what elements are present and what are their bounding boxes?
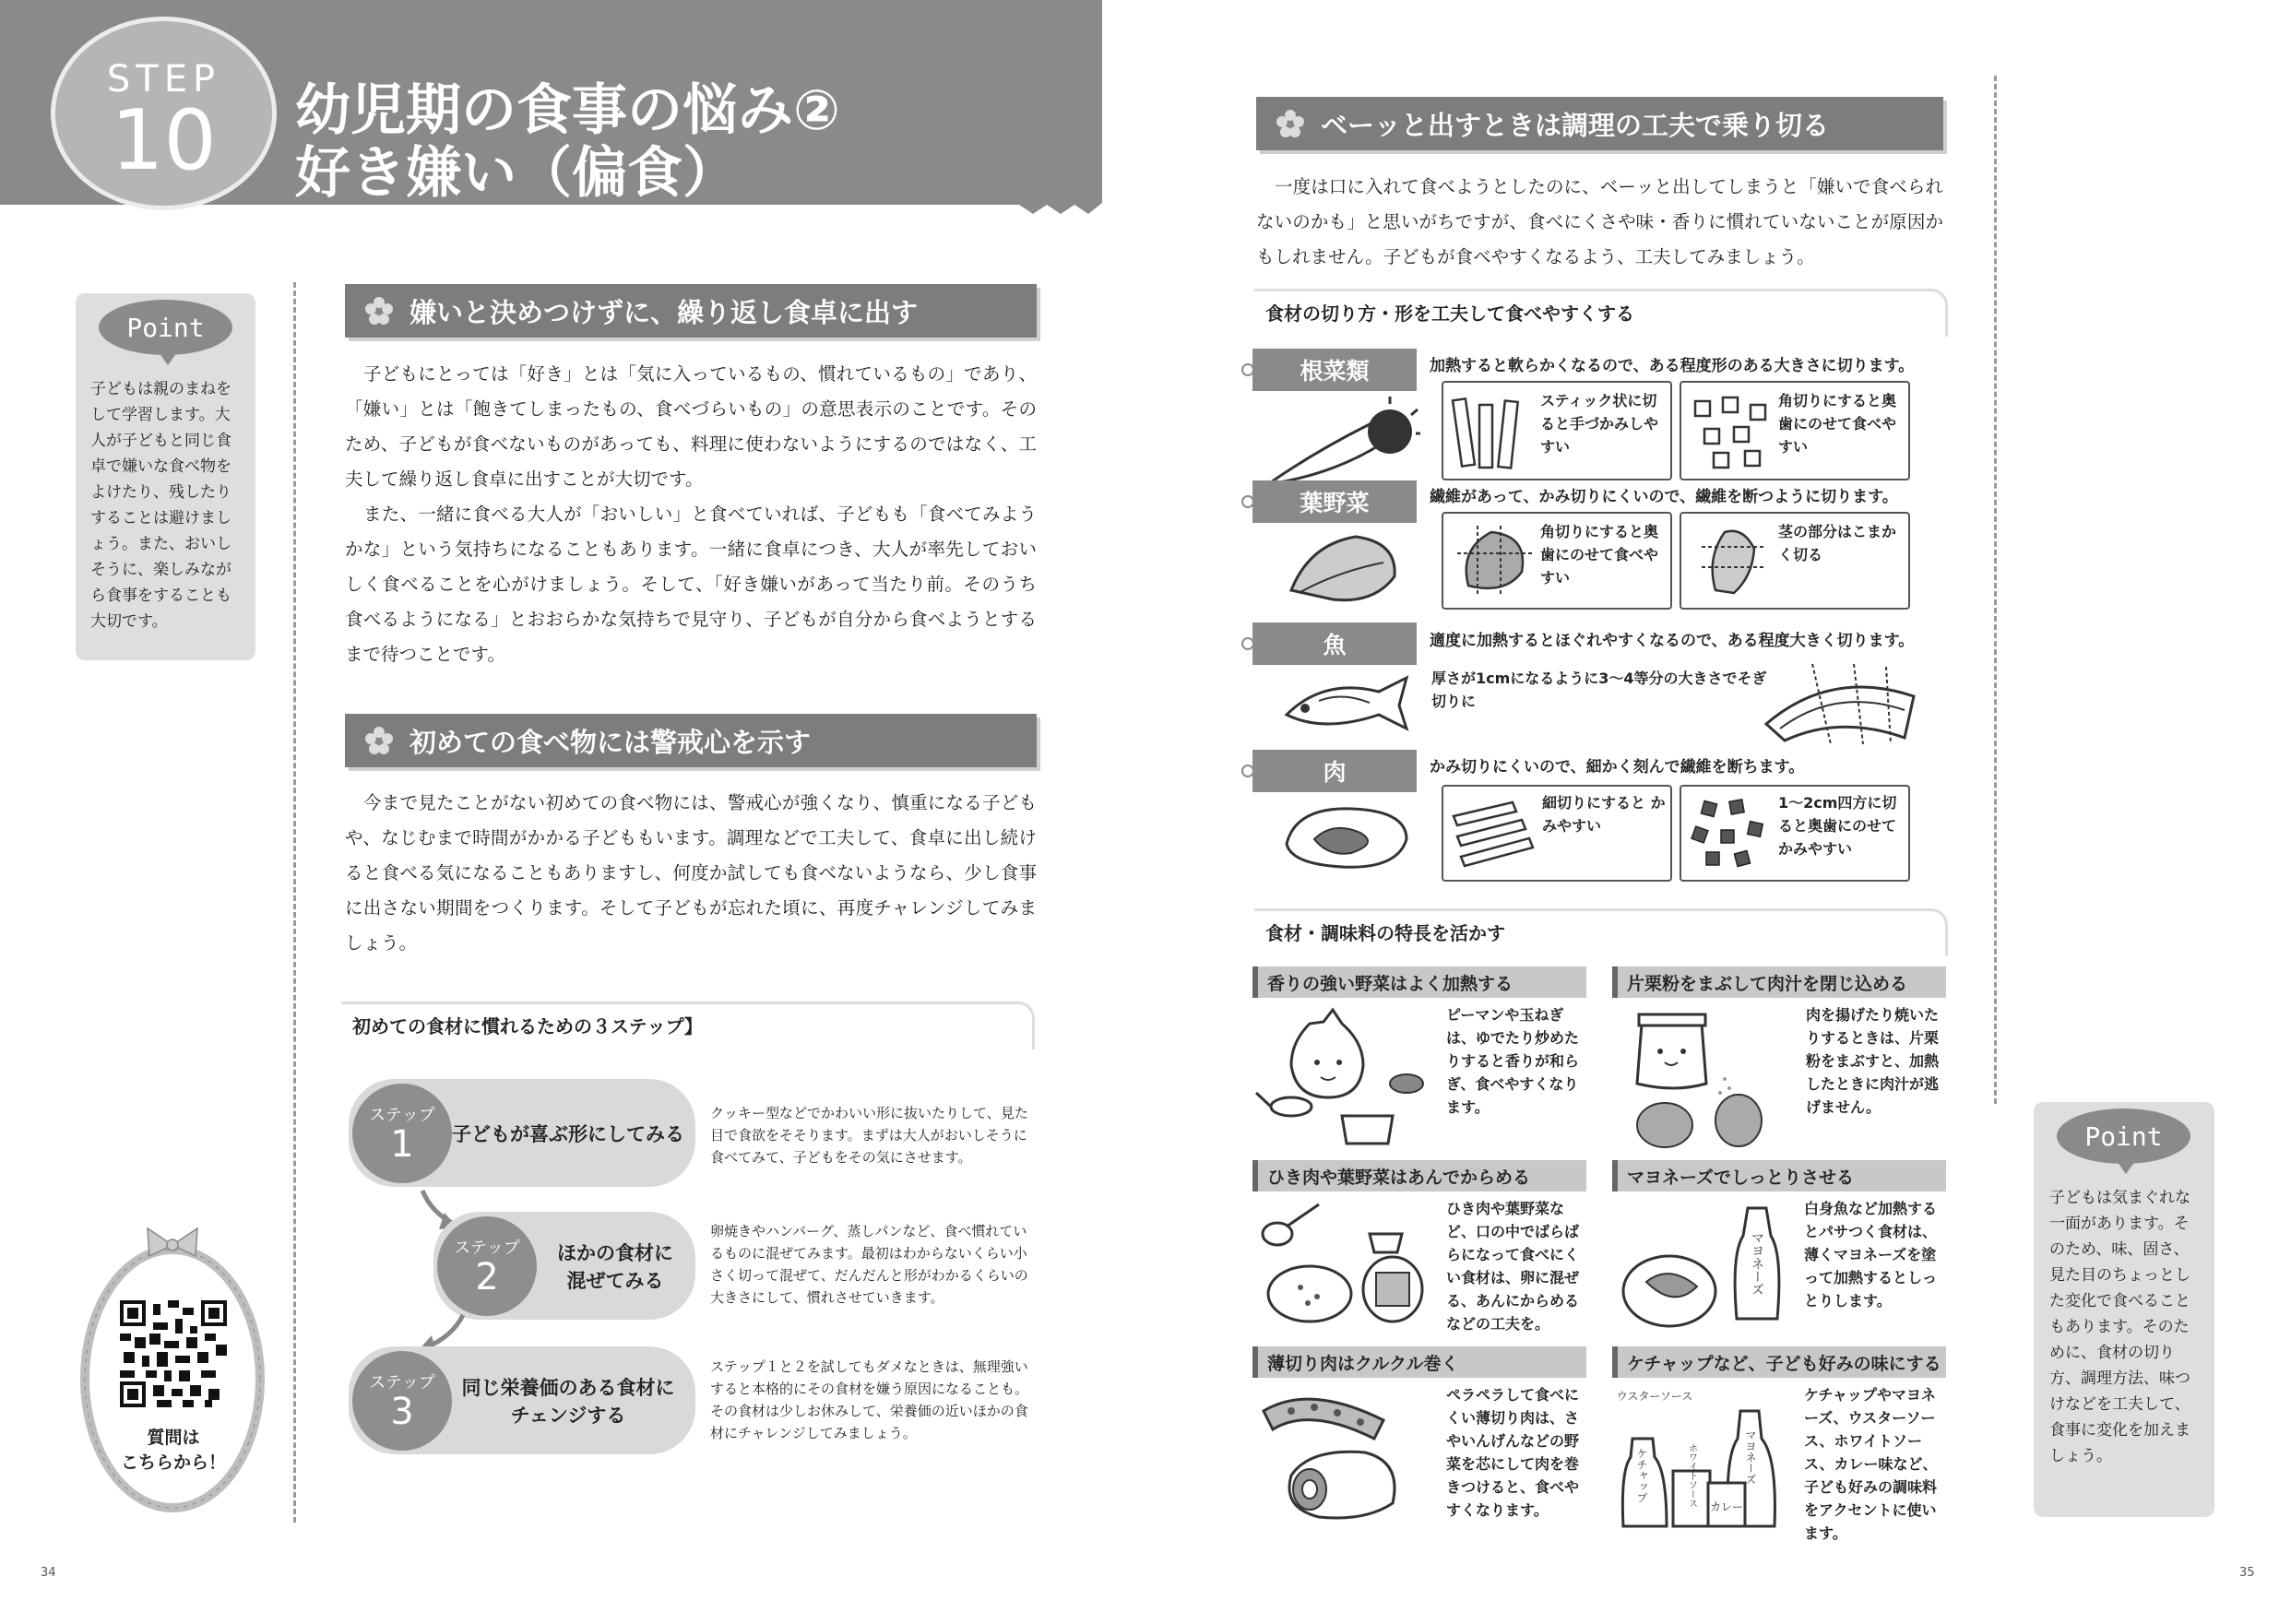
page-number-right: 35: [2239, 1566, 2255, 1580]
point-label-left: Point: [99, 300, 232, 355]
fish-fillet-icon: [1757, 659, 1923, 747]
point-bubble-tail: [2117, 1161, 2135, 1174]
meat-icon: [1277, 798, 1416, 871]
steps-card-title: 初めての食材に慣れるための３ステップ】: [341, 1002, 1035, 1049]
point-text-right: 子どもは気まぐれな一面があります。そのため、味、固さ、見た目のちょっとした変化で食べることもあります。そのために、食材の切り方、調理方法、味つけなどを工夫して、食事に変化を加えましょう。: [2049, 1189, 2190, 1465]
step1-number: 1: [390, 1123, 414, 1166]
section1-para2: また、一緒に食べる大人が「おいしい」と食べていれば、子どもも「食べてみようかな」という気持ちになることもあります。一緒に食卓につき、大人が率先しておいしく食べることを心がけましょう。そして、「好き嫌いがあって当たり前。そのうち食べるようになる」とおおらかな気持ちで見守り、子どもが自分から食べようとするまで待つことです。: [345, 504, 1037, 665]
tag-fish: 魚: [1252, 622, 1417, 665]
qr-code[interactable]: [120, 1300, 227, 1407]
flower-icon: [363, 295, 395, 326]
row1-desc: 加熱すると軟らかくなるので、ある程度形のある大きさに切ります。: [1430, 357, 1915, 375]
tip3-text: ひき肉や葉野菜など、口の中でばらばらになって食べにくい食材は、卵に混ぜる、あんにからめるなどの工夫を。: [1446, 1200, 1580, 1333]
flower-icon: [363, 725, 395, 756]
step1-title: 子どもが喜ぶ形にしてみる: [452, 1122, 684, 1145]
tip3-title: [1252, 1160, 1586, 1191]
section-title-1: 嫌いと決めつけずに、繰り返し食卓に出す: [410, 296, 919, 328]
box-stick-cut-text: スティック状に切ると手づかみしやすい: [1540, 392, 1659, 456]
section-header-3: [1256, 97, 1943, 150]
qr-label: 質問は こちらから！: [120, 1428, 226, 1473]
step2-label: ステップ: [454, 1239, 520, 1258]
step1-label: ステップ: [369, 1106, 435, 1125]
tip1-text: ピーマンや玉ねぎは、ゆでたり炒めたりすると香りが和らぎ、食べやすくなります。: [1446, 1006, 1580, 1116]
section-header-1: [345, 284, 1037, 338]
step2-title: ほかの食材に 混ぜてみる: [557, 1241, 673, 1292]
step2-number: 2: [475, 1256, 499, 1298]
tip2-text: 肉を揚げたり焼いたりするときは、片栗粉をまぶすと、加熱したときに肉汁が逃げません。: [1806, 1006, 1940, 1116]
cube-cut-icon: [1686, 392, 1778, 475]
tag-root-veg: 根菜類: [1252, 349, 1417, 391]
point-bubble-tail: [159, 352, 177, 365]
section-header-2: [345, 714, 1037, 767]
step2-circle: [437, 1216, 537, 1316]
sauce-bottles-icon: [1616, 1383, 1791, 1535]
section2-para: 今まで見たことがない初めての食べ物には、警戒心が強くなり、慎重になる子どもや、なじむまで時間がかかる子どももいます。調理などで工夫して、食卓に出し続けると食べる気になることもありますし、何度か試しても食べないようなら、少し食事に出さない期間をつくります。そして子どもが忘れた頃に、再度チャレンジしてみましょう。: [345, 792, 1037, 954]
section-title-2: 初めての食べ物には警戒心を示す: [410, 726, 812, 758]
point-text-left: 子どもは親のまねをして学習します。大人が子どもと同じ食卓で嫌いな食べ物をよけたり、残したりすることは避けましょう。また、おいしそうに、楽しみながら食事をすることも大切です。: [90, 380, 231, 631]
page-title-line1: 幼児期の食事の悩み②: [295, 78, 840, 143]
tag-meat: 肉: [1252, 750, 1417, 792]
flower-icon: [1275, 108, 1306, 139]
step1-desc: クッキー型などでかわいい形に抜いたりして、見た目で食欲をそそります。まずは大人がおいしそうに食べてみて、子どもをその気にさせます。: [710, 1105, 1028, 1166]
tip5-text: ペラペラして食べにくい薄切り肉は、さやいんげんなどの野菜を芯にして肉を巻きつけると、食べやすくなります。: [1446, 1386, 1580, 1519]
step3-title: 同じ栄養価のある食材に チェンジする: [461, 1376, 675, 1427]
tip2-title-text: 片栗粉をまぶして肉汁を閉じ込める: [1627, 973, 1908, 994]
box-cube-cut-leaf-text: 角切りにすると奥歯にのせて食べやすい: [1540, 523, 1659, 587]
ketchup-label: ケチャップ: [1635, 1448, 1648, 1503]
tip2-title: [1612, 966, 1946, 998]
page-number-left: 34: [41, 1566, 56, 1580]
fish-cut-text: 厚さが1cmになるように3〜4等分の大きさでそぎ切りに: [1431, 670, 1767, 710]
tag-leaf-veg: 葉野菜: [1252, 480, 1417, 523]
mince-dishes-icon: [1254, 1197, 1425, 1326]
ingredient-card-title: 食材・調味料の特長を活かす: [1254, 908, 1948, 956]
tip3-title-text: ひき肉や葉野菜はあんでからめる: [1267, 1167, 1531, 1188]
tip4-text: 白身魚など加熱するとパサつく食材は、薄くマヨネーズを塗って加熱するとしっとりします。: [1804, 1200, 1938, 1310]
mayo-fish-icon: [1619, 1199, 1794, 1337]
tip4-title-text: マヨネーズでしっとりさせる: [1627, 1167, 1855, 1188]
curry-label: カレー: [1709, 1500, 1744, 1513]
tip5-title: [1252, 1346, 1586, 1378]
strip-cut-icon: [1448, 798, 1540, 871]
page-title-line2: 好き嫌い（偏食）: [295, 141, 738, 206]
white-sauce-label: ホワイトソース: [1686, 1443, 1697, 1508]
step1-circle: [352, 1084, 452, 1183]
mayo-bottle-label: マヨネーズ: [1750, 1231, 1764, 1296]
step3-number: 3: [390, 1391, 414, 1433]
section-title-3: ベーッと出すときは調理の工夫で乗り切る: [1321, 109, 1830, 141]
row3-desc: 適度に加熱するとほぐれやすくなるので、ある程度大きく切ります。: [1430, 632, 1915, 650]
box-dice-cut-text: 1〜2cm四方に切ると奥歯にのせてかみやすい: [1778, 794, 1897, 858]
step-badge: [51, 17, 277, 210]
step-label: STEP: [106, 58, 221, 101]
divider-left: [293, 282, 296, 1523]
step3-circle: [352, 1351, 452, 1451]
tip1-title: [1252, 966, 1586, 998]
starch-container-icon: [1619, 1005, 1775, 1153]
step-number: 10: [111, 92, 217, 189]
step2-desc: 卵焼きやハンバーグ、蒸しパンなど、食べ慣れているものに混ぜてみます。最初はわからないくらい小さく切って混ぜて、だんだんと形がわかるくらいの大きさにして、慣れさせていきます。: [710, 1223, 1028, 1306]
tip4-title: [1612, 1160, 1946, 1191]
tip5-title-text: 薄切り肉はクルクル巻く: [1267, 1353, 1459, 1374]
leaf-cut-icon: [1450, 521, 1542, 600]
tip6-text: ケチャップやマヨネーズ、ウスターソース、ホワイトソース、カレー味など、子ども好みの調味料をアクセントに使います。: [1804, 1386, 1938, 1542]
point-label-right: Point: [2057, 1108, 2190, 1164]
step3-label: ステップ: [369, 1373, 435, 1393]
row2-desc: 繊維があって、かみ切りにくいので、繊維を断つように切ります。: [1430, 488, 1898, 506]
mayo-label: マヨネーズ: [1744, 1429, 1757, 1485]
divider-right-top: [1994, 76, 1997, 1104]
leaf-veg-icon: [1282, 526, 1411, 609]
tip6-title-text: ケチャップなど、子ども好みの味にする: [1627, 1353, 1941, 1374]
section1-para1: 子どもにとっては「好き」とは「気に入っているもの、慣れているもの」であり、「嫌い」とは「飽きてしまったもの、食べづらいもの」の意思表示のことです。そのため、子どもが食べないものがあっても、料理に使わないようにするのではなく、工夫して繰り返し食卓に出すことが大切です。: [345, 363, 1037, 490]
meat-roll-icon: [1254, 1383, 1425, 1531]
onion-pan-icon: [1254, 1005, 1425, 1148]
tip1-title-text: 香りの強い野菜はよく加熱する: [1267, 973, 1513, 994]
box-cube-cut-root-text: 角切りにすると奥歯にのせて食べやすい: [1778, 392, 1897, 456]
box-strip-cut-text: 細切りにすると かみやすい: [1542, 794, 1666, 835]
tip6-title: [1612, 1346, 1946, 1378]
step3-desc: ステップ１と２を試してもダメなときは、無理強いすると本格的にその食材を嫌う原因になることも。その食材は少しお休みして、栄養価の近いほかの食材にチャレンジしてみましょう。: [710, 1358, 1029, 1441]
section3-para: 一度は口に入れて食べようとしたのに、ベーッと出してしまうと「嫌いで食べられないのかも」と思いがちですが、食べにくさや味・香りに慣れていないことが原因かもしれません。子どもが食べやすくなるよう、工夫してみましょう。: [1256, 176, 1943, 267]
box-stem-cut-text: 茎の部分はこまかく切る: [1778, 523, 1897, 563]
cut-card-title: 食材の切り方・形を工夫して食べやすくする: [1254, 289, 1948, 337]
row4-desc: かみ切りにくいので、細かく刻んで繊維を断ちます。: [1430, 758, 1805, 776]
worcester-label: ウスターソース: [1616, 1390, 1693, 1403]
stick-cut-icon: [1450, 392, 1542, 475]
dice-cut-icon: [1688, 795, 1780, 874]
stem-cut-icon: [1688, 521, 1780, 600]
fish-icon: [1277, 664, 1416, 738]
